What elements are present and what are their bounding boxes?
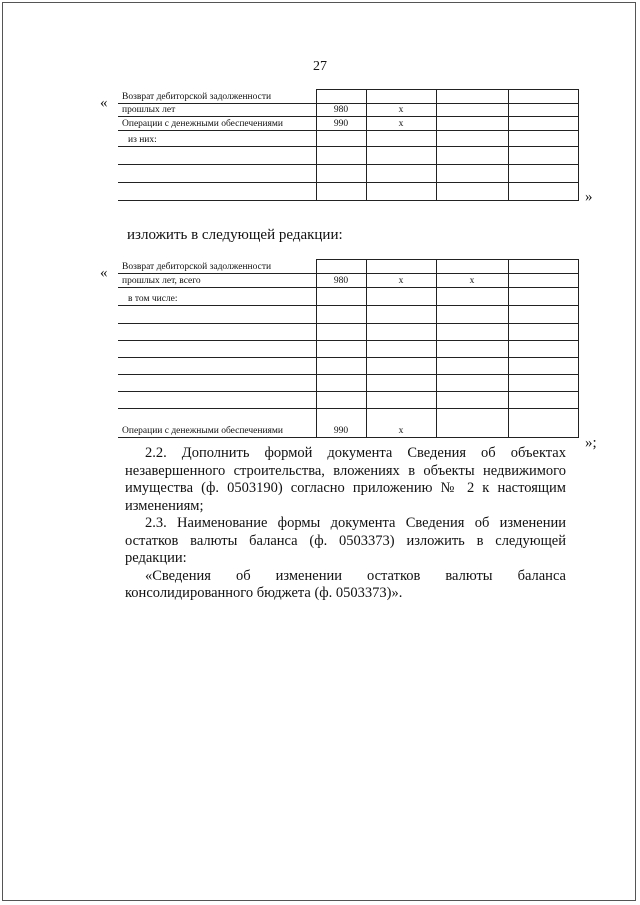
table-row xyxy=(118,341,578,358)
value-cell: x xyxy=(366,274,436,288)
value-cell xyxy=(366,260,436,274)
new-form-table xyxy=(118,259,579,438)
open-quote-1: « xyxy=(100,95,108,111)
value-cell: 980 xyxy=(316,104,366,117)
row-label-cell: Возврат дебиторской задолженности xyxy=(118,260,316,274)
row-label-cell xyxy=(118,147,316,165)
row-label-cell xyxy=(118,324,316,341)
row-label-cell: из них: xyxy=(118,131,316,147)
value-cell xyxy=(436,306,508,324)
value-cell xyxy=(436,104,508,117)
row-label-cell xyxy=(118,375,316,392)
value-cell xyxy=(366,183,436,201)
value-cell xyxy=(436,131,508,147)
value-cell xyxy=(508,117,578,131)
value-cell xyxy=(508,306,578,324)
table-row xyxy=(118,131,578,147)
value-cell xyxy=(436,409,508,438)
value-cell: x xyxy=(366,409,436,438)
value-cell xyxy=(508,341,578,358)
table-row xyxy=(118,306,578,324)
value-cell xyxy=(508,288,578,306)
table-row xyxy=(118,375,578,392)
table-row xyxy=(118,392,578,409)
row-label-cell xyxy=(118,183,316,201)
paragraph-new-title: «Сведения об изменении остатков валюты баланса консолидированного бюджета (ф. 0503373)». xyxy=(125,567,566,601)
table-row xyxy=(118,358,578,375)
value-cell xyxy=(366,375,436,392)
value-cell xyxy=(316,183,366,201)
table-row xyxy=(118,104,578,117)
paragraph-2-2: 2.2. Дополнить формой документа Сведения об объектах незавершенного строительства, вложениях в объекты недвижимого имущества (ф. 0503190) согласно приложению № 2 к настоящим изменениям; xyxy=(125,445,566,514)
table-row xyxy=(118,165,578,183)
table-row xyxy=(118,90,578,104)
table-row xyxy=(118,409,578,438)
open-quote-2: « xyxy=(100,265,108,281)
value-cell xyxy=(508,358,578,375)
value-cell: x xyxy=(366,117,436,131)
value-cell xyxy=(436,165,508,183)
table-row xyxy=(118,288,578,306)
value-cell xyxy=(316,165,366,183)
table-row xyxy=(118,183,578,201)
value-cell xyxy=(316,392,366,409)
value-cell xyxy=(316,358,366,375)
value-cell xyxy=(436,324,508,341)
value-cell xyxy=(366,358,436,375)
value-cell xyxy=(508,375,578,392)
value-cell xyxy=(508,324,578,341)
value-cell xyxy=(436,341,508,358)
value-cell xyxy=(366,306,436,324)
value-cell xyxy=(366,165,436,183)
value-cell: 980 xyxy=(316,274,366,288)
value-cell xyxy=(436,90,508,104)
row-label-cell xyxy=(118,358,316,375)
row-label-cell xyxy=(118,165,316,183)
value-cell xyxy=(508,392,578,409)
value-cell xyxy=(316,288,366,306)
value-cell xyxy=(508,183,578,201)
close-quote-2: »; xyxy=(585,435,597,451)
value-cell xyxy=(316,260,366,274)
value-cell xyxy=(366,131,436,147)
value-cell xyxy=(508,274,578,288)
value-cell: 990 xyxy=(316,117,366,131)
table-row xyxy=(118,117,578,131)
table-row xyxy=(118,147,578,165)
table-row xyxy=(118,324,578,341)
value-cell xyxy=(316,131,366,147)
value-cell xyxy=(436,392,508,409)
table-row xyxy=(118,274,578,288)
value-cell xyxy=(508,90,578,104)
value-cell xyxy=(508,147,578,165)
row-label-cell xyxy=(118,341,316,358)
old-form-table-body xyxy=(118,90,578,201)
value-cell xyxy=(436,260,508,274)
paragraph-2-3: 2.3. Наименование формы документа Сведения об изменении остатков валюты баланса (ф. 0503373) изложить в следующей редакции: xyxy=(125,515,566,566)
value-cell xyxy=(508,104,578,117)
old-form-table xyxy=(118,89,579,201)
value-cell xyxy=(316,306,366,324)
value-cell xyxy=(508,165,578,183)
value-cell xyxy=(316,147,366,165)
value-cell xyxy=(508,409,578,438)
amendment-text xyxy=(125,445,566,603)
value-cell xyxy=(436,117,508,131)
value-cell: 990 xyxy=(316,409,366,438)
value-cell xyxy=(436,147,508,165)
row-label-cell: прошлых лет, всего xyxy=(118,274,316,288)
value-cell xyxy=(366,324,436,341)
value-cell xyxy=(436,358,508,375)
close-quote-1: » xyxy=(585,189,593,205)
row-label-cell: Операции с денежными обеспечениями xyxy=(118,409,316,438)
value-cell xyxy=(316,324,366,341)
value-cell xyxy=(366,341,436,358)
row-label-cell: Возврат дебиторской задолженности xyxy=(118,90,316,104)
row-label-cell: в том числе: xyxy=(118,288,316,306)
page-number: 27 xyxy=(313,59,327,74)
new-form-table-body xyxy=(118,260,578,438)
value-cell xyxy=(366,147,436,165)
value-cell: x xyxy=(436,274,508,288)
value-cell xyxy=(436,375,508,392)
value-cell xyxy=(316,375,366,392)
value-cell: x xyxy=(366,104,436,117)
value-cell xyxy=(366,90,436,104)
value-cell xyxy=(366,392,436,409)
value-cell xyxy=(508,131,578,147)
value-cell xyxy=(366,288,436,306)
value-cell xyxy=(436,288,508,306)
value-cell xyxy=(316,341,366,358)
value-cell xyxy=(508,260,578,274)
table-row xyxy=(118,260,578,274)
value-cell xyxy=(316,90,366,104)
row-label-cell xyxy=(118,392,316,409)
value-cell xyxy=(436,183,508,201)
intro-text: изложить в следующей редакции: xyxy=(127,227,343,243)
row-label-cell: прошлых лет xyxy=(118,104,316,117)
row-label-cell: Операции с денежными обеспечениями xyxy=(118,117,316,131)
row-label-cell xyxy=(118,306,316,324)
